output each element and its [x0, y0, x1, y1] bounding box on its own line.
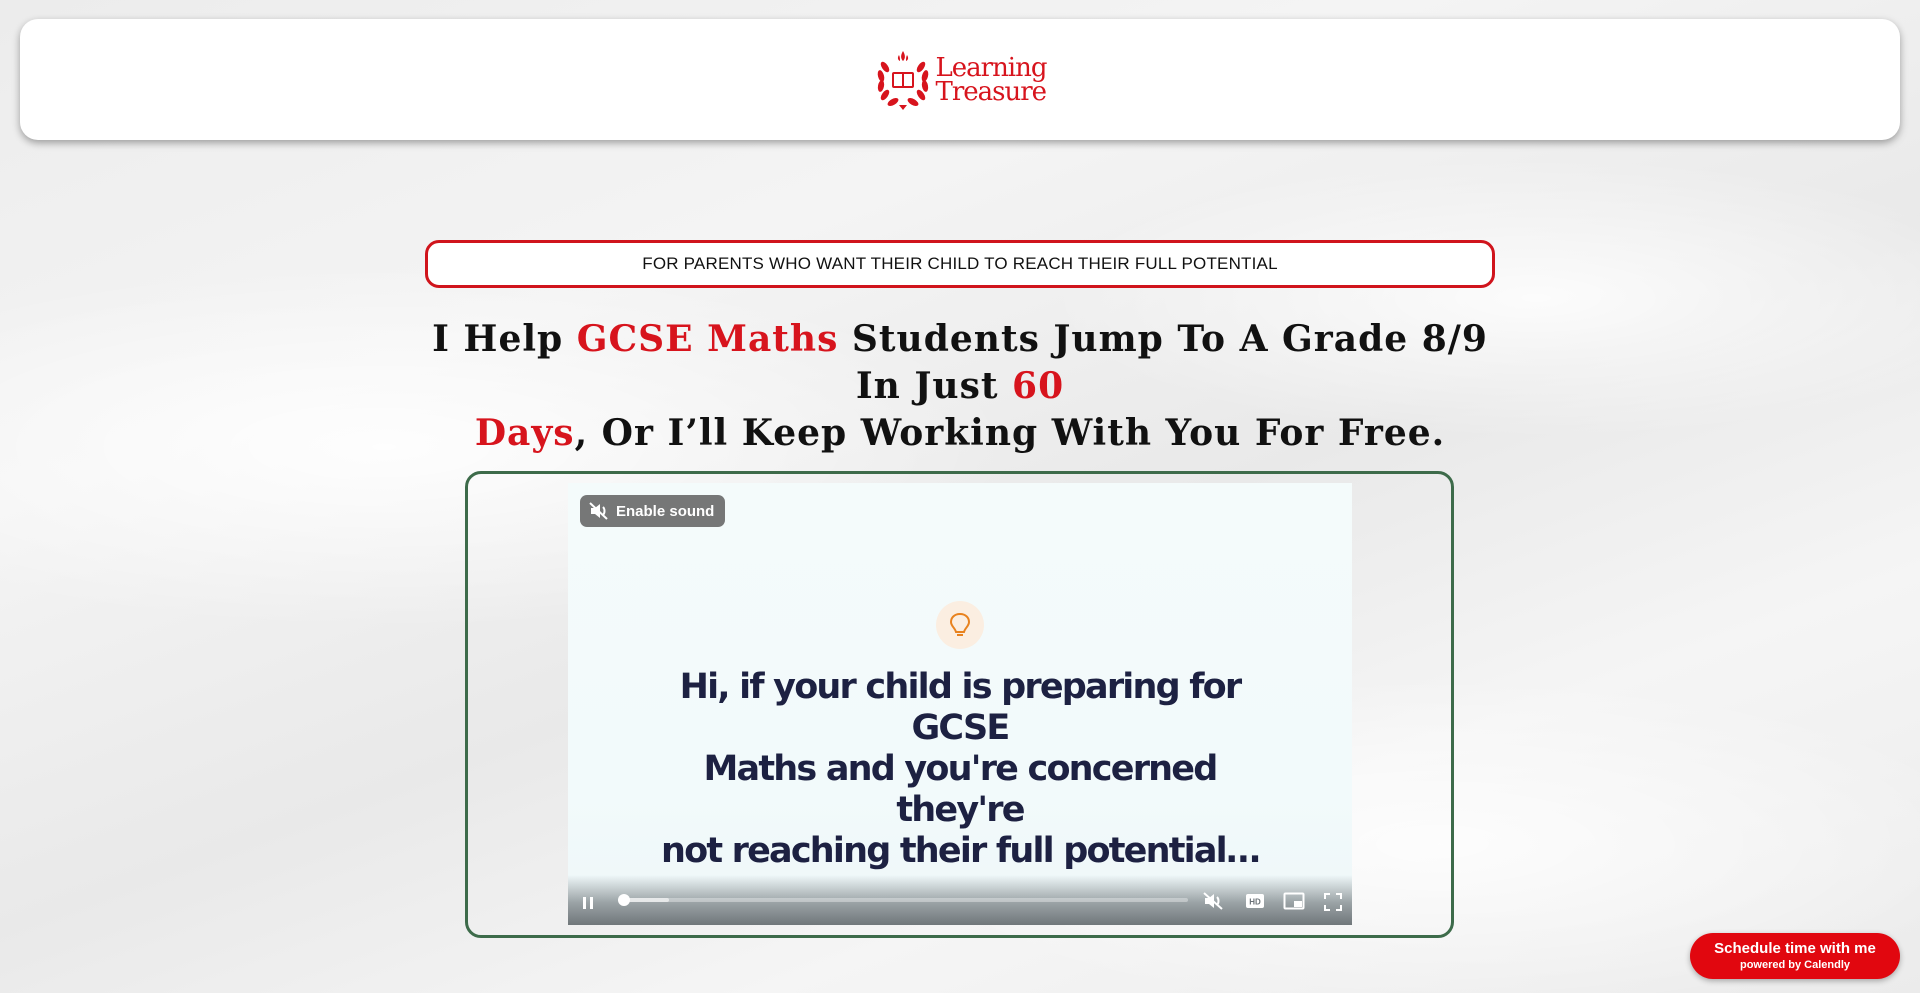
- logo-line-2: Treasure: [935, 76, 1047, 107]
- headline-part-2: Students Jump To A Grade 8/9 In Just: [838, 318, 1488, 407]
- calendly-sub-label: powered by Calendly: [1739, 959, 1851, 971]
- caption-line-2: Maths and you're concerned they're: [703, 749, 1217, 830]
- muted-speaker-icon: [589, 502, 609, 520]
- hd-quality-icon[interactable]: [1244, 891, 1266, 911]
- caption-line-3: not reaching their full potential…: [660, 831, 1260, 871]
- lightbulb-icon: [936, 601, 984, 649]
- logo-wordmark: [935, 52, 1047, 107]
- site-header: [20, 19, 1900, 140]
- audience-banner-text: FOR PARENTS WHO WANT THEIR CHILD TO REACH THEIR FULL POTENTIAL: [642, 254, 1278, 273]
- svg-text:HD: HD: [1249, 897, 1261, 907]
- caption-line-1: Hi, if your child is preparing for GCSE: [679, 667, 1241, 748]
- headline-part-3: , Or I’ll Keep Working With You For Free.: [574, 412, 1446, 454]
- headline-highlight-subject: GCSE Maths: [576, 318, 839, 360]
- logo-line-1: Learning: [935, 52, 1047, 83]
- video-controls-bar: [568, 875, 1352, 925]
- headline-highlight-days: Days: [474, 412, 575, 454]
- progress-knob[interactable]: [618, 894, 630, 906]
- video-progress-bar[interactable]: [618, 898, 1188, 902]
- headline-highlight-number: 60: [1012, 365, 1065, 407]
- laurel-wreath-icon: [873, 49, 933, 111]
- audience-banner: [425, 240, 1495, 288]
- mute-icon[interactable]: [1202, 891, 1224, 911]
- calendly-main-label: Schedule time with me: [1714, 940, 1876, 957]
- video-caption: [660, 667, 1260, 872]
- learning-treasure-logo[interactable]: [873, 49, 1046, 111]
- pause-icon[interactable]: [580, 895, 596, 911]
- video-player[interactable]: [568, 483, 1352, 925]
- calendly-schedule-button[interactable]: [1690, 933, 1900, 979]
- enable-sound-button[interactable]: [580, 495, 725, 527]
- fullscreen-icon[interactable]: [1324, 893, 1342, 911]
- enable-sound-label: Enable sound: [616, 502, 715, 520]
- picture-in-picture-icon[interactable]: [1283, 891, 1305, 911]
- main-headline: [420, 316, 1500, 457]
- headline-part-1: I Help: [432, 318, 577, 360]
